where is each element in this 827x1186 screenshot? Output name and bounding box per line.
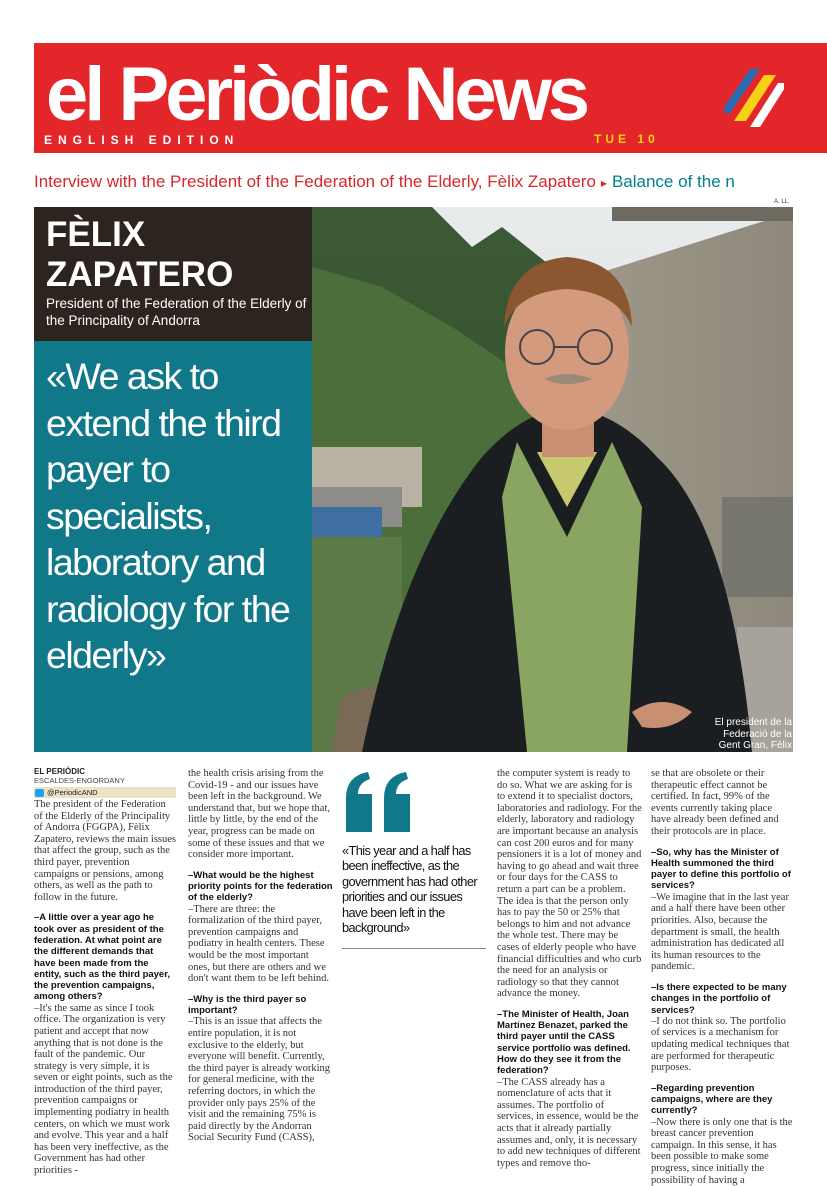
article-paragraph: –We imagine that in the last year and a half there have been other priorities. Also, because the department is small, the health administration has dedicated all its human resources to the pandemic. — [651, 891, 789, 973]
article-column-3 — [497, 768, 642, 1169]
interview-question: –A little over a year ago he took over as president of the federation. At what point are the different demands that have been made from the entity, such as the third payer, the prevention campaigns, among others? — [34, 912, 171, 1003]
twitter-icon — [35, 789, 44, 797]
interview-question: –Why is the third payer so important? — [188, 993, 307, 1017]
article-paragraph: the computer system is ready to do so. What we are asking for is to extend it to specialist doctors, laboratories and radiology. For the elderly, laboratory and radiology are important because an analysis can cost 200 euros and for many pensioners it is a lot of money and having to go ahead and wait three or four days for the CASS to return a part can be a problem. The idea is that the person only has to pay the 50 or 25% that belongs to him and not advance the whole test. There may be cases of elderly people who have financial difficulties and who curb the need for an analysis or radiology so that they cannot advance the money. — [497, 768, 642, 1000]
interviewee-name: FÈLIX ZAPATERO — [46, 215, 234, 294]
article-column-1 — [34, 799, 176, 1177]
interview-question: –So, why has the Minister of Health summoned the third payer to define this portfolio of services? — [651, 846, 791, 892]
masthead — [34, 43, 827, 153]
photo-caption: El president de la Federació de la Gent Gran, Fèlix Zapatero. — [714, 717, 792, 763]
headline-quote: «We ask to extend the third payer to specialists, laboratory and radiology for the elderly» — [46, 355, 290, 676]
ticker-next-headline[interactable]: Balance of the n — [611, 172, 735, 191]
profile-box — [34, 207, 312, 341]
headline-quote-box — [34, 341, 312, 752]
byline-place: ESCALDES-ENGORDANY — [34, 776, 125, 785]
quote-marks-icon — [342, 770, 414, 836]
article-paragraph: –It's the same as since I took office. The organization is very patient and accept that now anything that is not done is the fault of the pandemic. Our strategy is very simple, it is seven or eight points, such as the introduction of the third payer, prevention campaigns or implementing podiatry in health centers, on which we must work and evolve. This year and a half has been very ineffective, as the Government has had other priorities - — [34, 1002, 173, 1177]
article-column-2 — [188, 768, 333, 1144]
pull-quote: «This year and a half has been ineffective, as the government has had other priorities and our issues have been left in the background» — [342, 843, 477, 936]
byline — [34, 767, 176, 798]
brand-stripes-icon — [724, 65, 784, 135]
article-paragraph: the health crisis arising from the Covid-19 - and our issues have been left in the background. We understand that, but we hope that, little by little, by the end of the year, progress can be made on some of these issues and that we consider more important. — [188, 768, 331, 861]
interview-question: –Is there expected to be many changes in the portfolio of services? — [651, 981, 787, 1016]
byline-twitter[interactable] — [34, 787, 176, 798]
portrait-photo — [312, 207, 793, 752]
byline-twitter-handle[interactable]: @PeriodicAND — [47, 788, 98, 797]
masthead-date: TUE 10 — [594, 132, 659, 146]
article-paragraph: –I do not think so. The portfolio of services is a mechanism for updating medical techniques that are performed for therapeutic purposes. — [651, 1015, 790, 1074]
interview-question: –What would be the highest priority points for the federation of the elderly? — [188, 869, 333, 904]
pull-quote-rule — [342, 948, 486, 949]
article-column-4 — [651, 768, 794, 1186]
masthead-title: el Periòdic News — [46, 52, 587, 137]
ticker-arrow-icon: ▸ — [600, 176, 607, 190]
ticker-headline[interactable]: Interview with the President of the Federation of the Elderly, Fèlix Zapatero — [34, 172, 596, 191]
news-ticker[interactable] — [34, 170, 827, 194]
interview-question: –The Minister of Health, Joan Martínez Benazet, parked the third payer until the CASS service portfolio was defined. How do they see it from the federation? — [497, 1008, 631, 1077]
article-paragraph: –The CASS already has a nomenclature of acts that it assumes. The portfolio of services, in essence, would be the acts that it already partially assumes and, only, it is necessary to add new techniques of different types and remove tho- — [497, 1076, 641, 1169]
article-paragraph: se that are obsolete or their therapeutic effect cannot be certified. In fact, 99% of the events currently taking place have already been defined and their protocols are in place. — [651, 768, 779, 837]
article-paragraph: –Now there is only one that is the breast cancer prevention campaign. In this sense, it has been possible to make some progress, since initially the possibility of having a — [651, 1116, 793, 1186]
photo-credit: A. LL. — [774, 199, 790, 205]
byline-outlet: EL PERIÒDIC — [34, 767, 85, 776]
article-paragraph: –There are three: the formalization of the third payer, prevention campaigns and podiatry in health centers. These would be the most important ones, but there are others and we don't want them to be left behind. — [188, 903, 329, 985]
masthead-edition: ENGLISH EDITION — [44, 133, 240, 147]
interviewee-role: President of the Federation of the Elderly of the Principality of Andorra — [46, 296, 307, 328]
article-paragraph: The president of the Federation of the Elderly of the Principality of Andorra (FGGPA), Fèlix Zapatero, reviews the main issues that affect the group, such as the third payer, prevention campaigns or pensions, among others, as well as the path to follow in the future. — [34, 799, 176, 903]
interview-question: –Regarding prevention campaigns, where are they currently? — [651, 1082, 773, 1117]
article-paragraph: –This is an issue that affects the entire population, it is not exclusive to the elderly, but everyone will benefit. Currently, the third payer is already working for general medicine, with the referring doctors, in which the provider only pays 25% of the visit and the remaining 75% is paid directly by the Andorran Social Security Fund (CASS), — [188, 1016, 330, 1144]
